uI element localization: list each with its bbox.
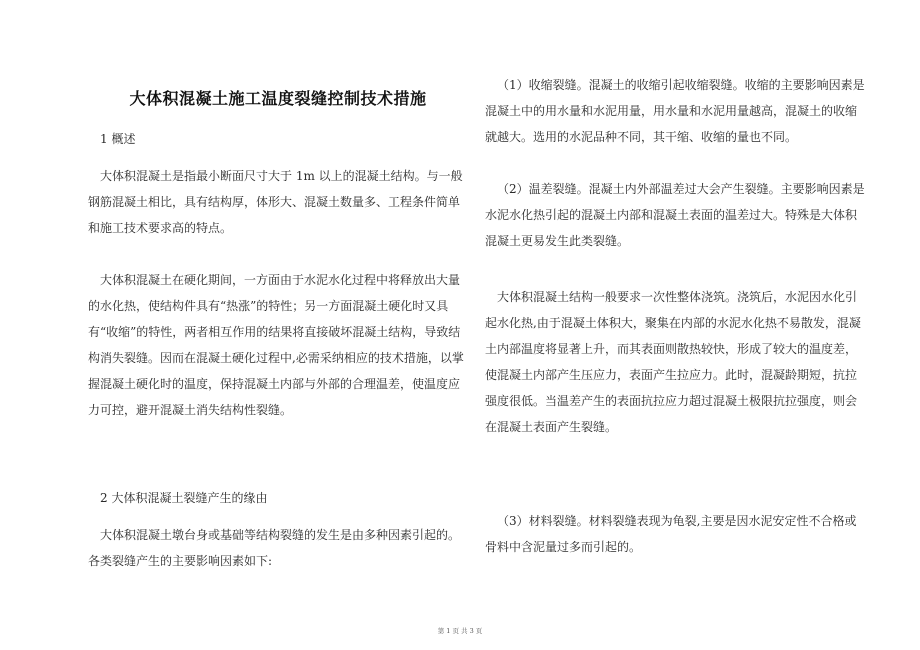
paragraph-definition: 大体积混凝土是指最小断面尺寸大于 1m 以上的混凝土结构。与一般钢筋混凝土相比，具有结构厚，体形大、混凝土数量多、工程条件简单和施工技术要求高的特点。 bbox=[88, 169, 463, 235]
paragraph-mass-pour: 大体积混凝土结构一般要求一次性整体浇筑。浇筑后，水泥因水化引起水化热,由于混凝土体积大，聚集在内部的水泥水化热不易散发，混凝土内部温度将显著上升，而其表面则散热较快，形成了较大的温度差，使混凝土内部产生压应力，表面产生拉应力。此时，混凝龄期短，抗拉强度很低。当温差产生的表面抗拉应力超过混凝土极限抗拉强度，则会在混凝土表面产生裂缝。 bbox=[485, 290, 861, 434]
page-title: 大体积混凝土施工温度裂缝控制技术措施 bbox=[129, 89, 427, 108]
paragraph-shrinkage-cracks: （1）收缩裂缝。混凝土的收缩引起收缩裂缝。收缩的主要影响因素是混凝土中的用水量和水泥用量，用水量和水泥用量越高，混凝土的收缩就越大。选用的水泥品种不同，其干缩、收缩的量也不同。 bbox=[485, 78, 865, 144]
section-heading-causes: 2 大体积混凝土裂缝产生的缘由 bbox=[100, 491, 268, 505]
paragraph-temperature-cracks: （2）温差裂缝。混凝土内外部温差过大会产生裂缝。主要影响因素是水泥水化热引起的混凝土内部和混凝土表面的温差过大。特殊是大体积混凝土更易发生此类裂缝。 bbox=[485, 182, 865, 248]
paragraph-material-cracks: （3）材料裂缝。材料裂缝表现为龟裂,主要是因水泥安定性不合格或骨料中含泥量过多而引起的。 bbox=[485, 514, 857, 554]
paragraph-hardening: 大体积混凝土在硬化期间，一方面由于水泥水化过程中将释放出大量的水化热，使结构件具有“热涨”的特性；另一方面混凝土硬化时又具有“收缩”的特性，两者相互作用的结果将直接破坏混凝土结构，导致结构消失裂缝。因而在混凝土硬化过程中,必需采纳相应的技术措施，以掌握混凝土硬化时的温度，保持混凝土内部与外部的合理温差，使温度应力可控，避开混凝土消失结构性裂缝。 bbox=[88, 273, 464, 417]
paragraph-causes-intro: 大体积混凝土墩台身或基础等结构裂缝的发生是由多种因素引起的。各类裂缝产生的主要影响因素如下: bbox=[88, 528, 461, 568]
page-number: 第 1 页 共 3 页 bbox=[437, 627, 483, 635]
section-heading-overview: 1 概述 bbox=[100, 132, 136, 146]
